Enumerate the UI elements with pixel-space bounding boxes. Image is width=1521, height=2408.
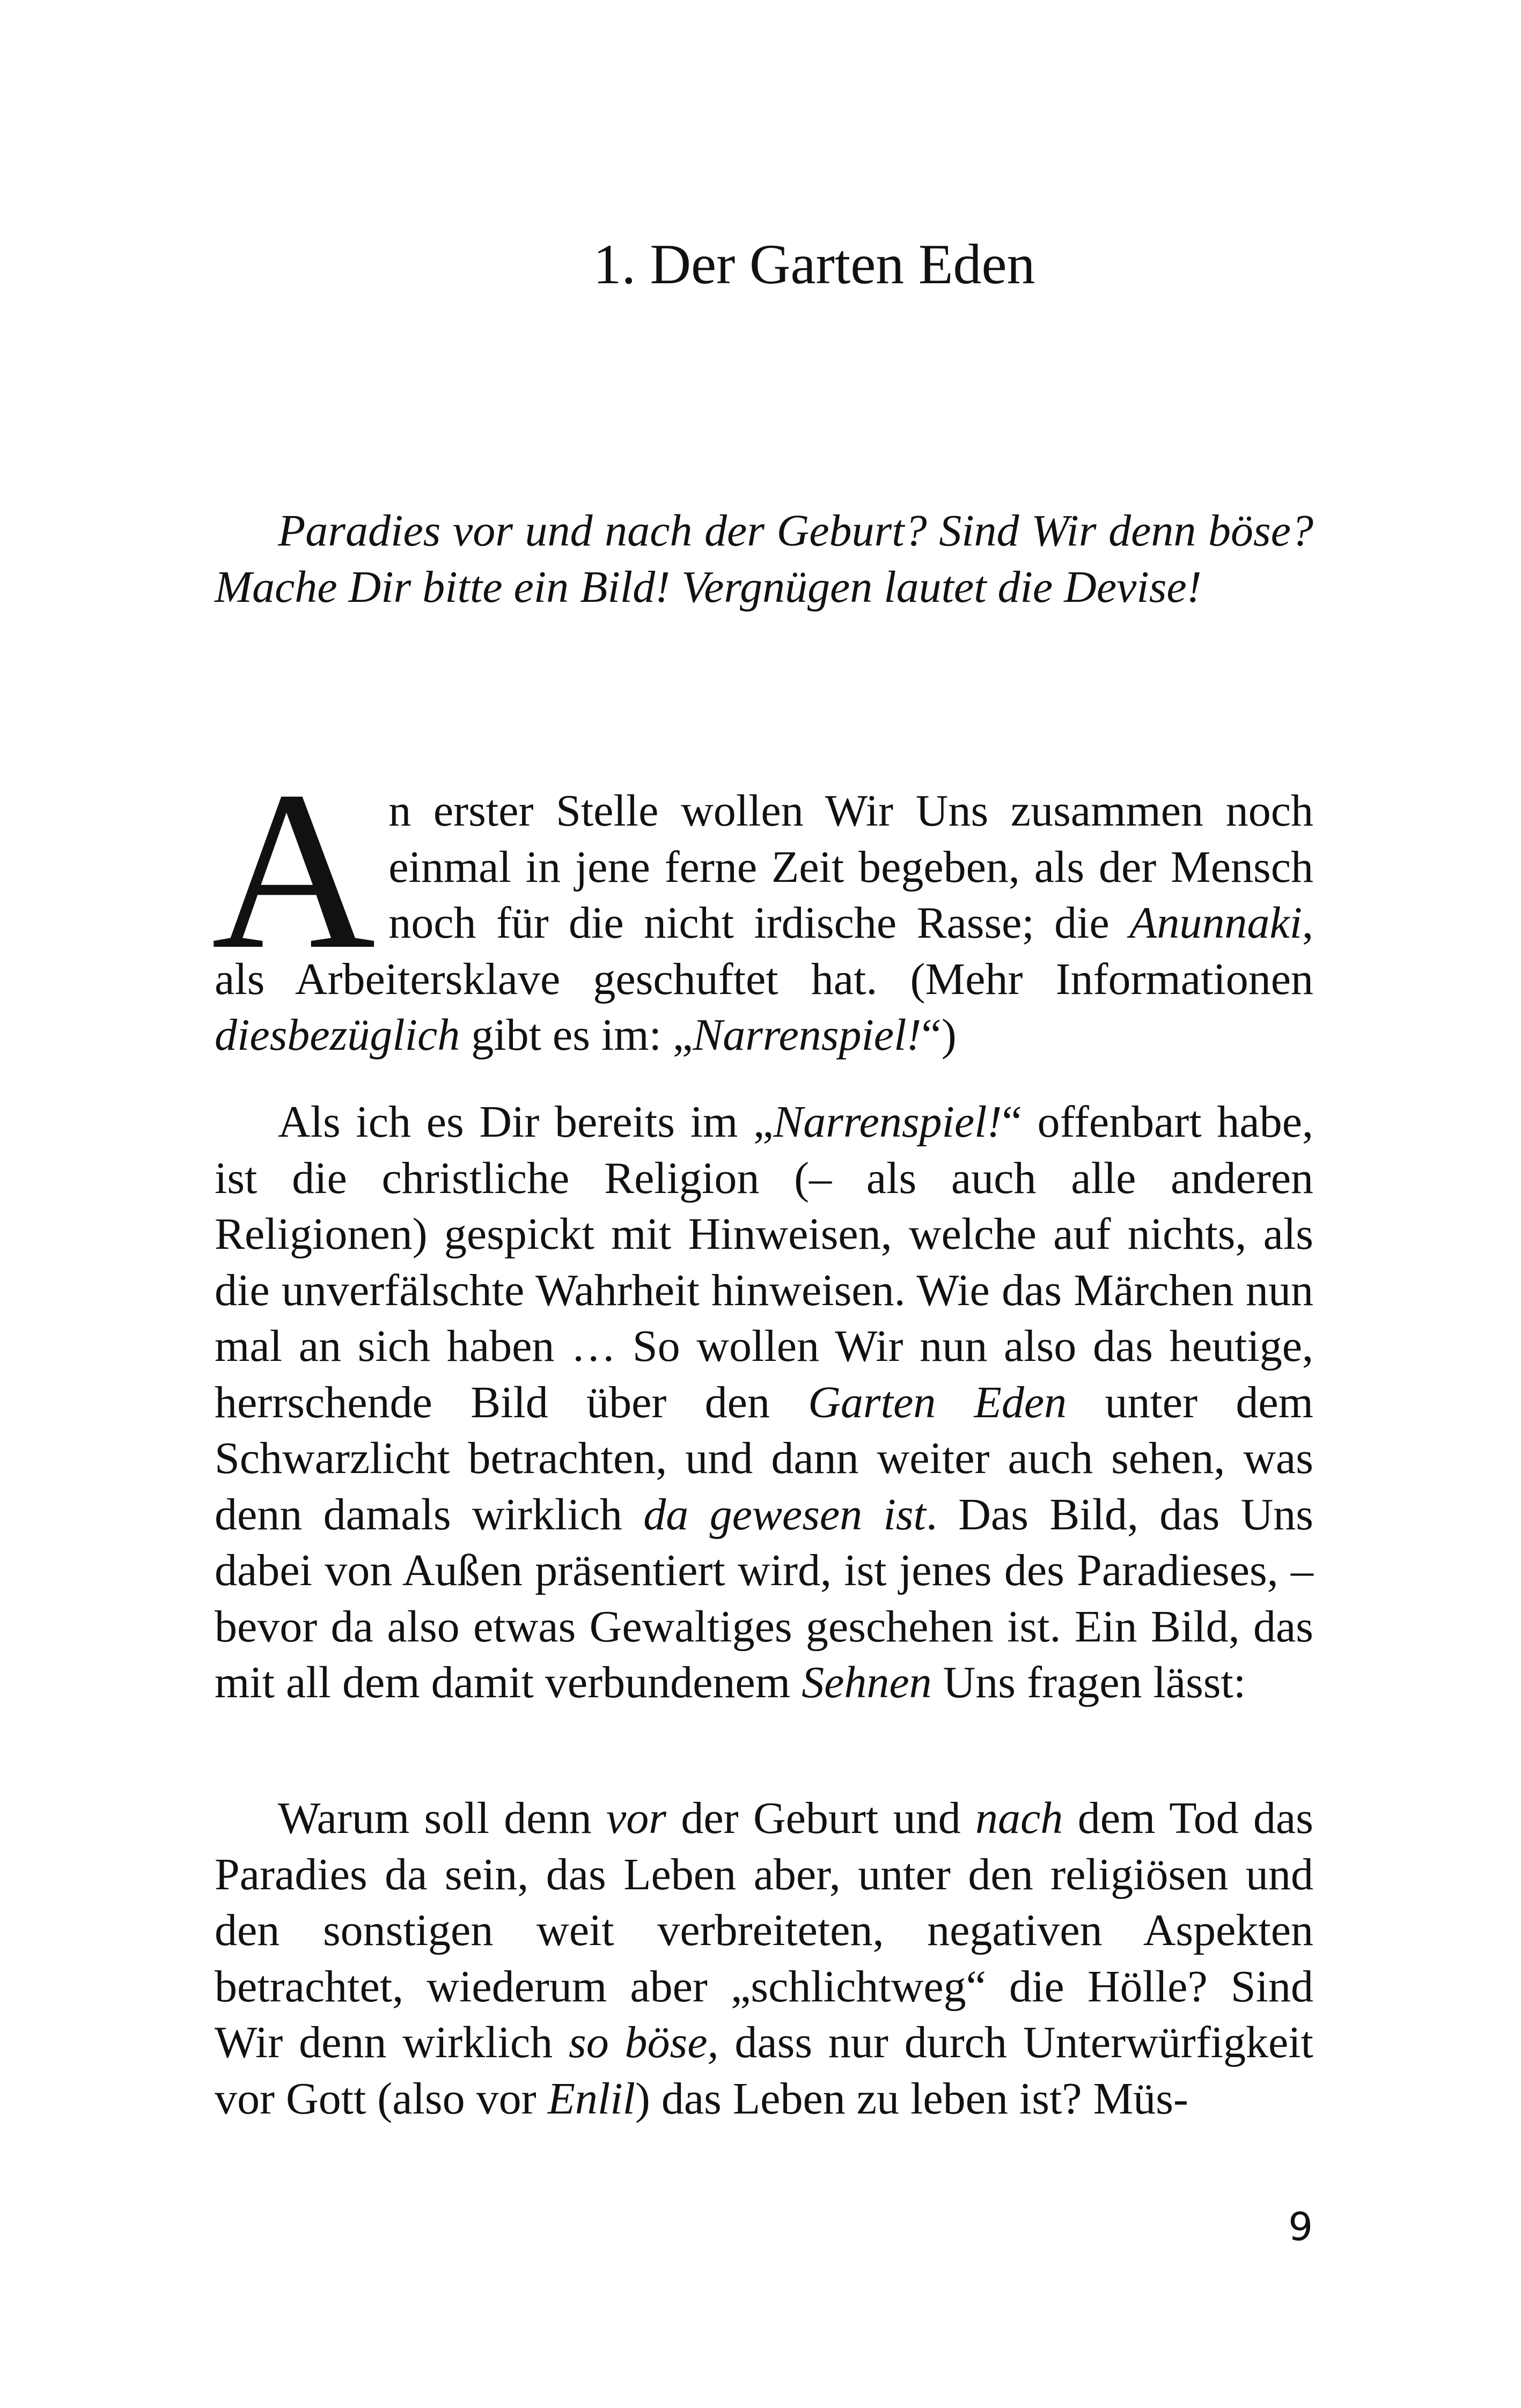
paragraph-3-text: Warum soll denn vor der Geburt und nach dem Tod das Paradies da sein, das Leben aber, unter den religiösen und den sonstigen weit verbreiteten, negativen Aspekten betrachtet, wiederum aber „schlichtweg“ die Hölle? Sind Wir denn wirklich so böse, dass nur durch Unterwürfigkeit vor Gott (also vor Enlil) das Leben zu leben ist? Müs-: [215, 1793, 1313, 2124]
emphasis: Enlil: [547, 2073, 635, 2124]
emphasis: Garten Eden: [808, 1377, 1067, 1427]
emphasis: diesbezüglich: [215, 1010, 460, 1060]
chapter-intro: [215, 503, 1313, 615]
paragraph-2: [215, 1094, 1313, 1711]
drop-cap: A: [211, 744, 376, 996]
emphasis: vor: [606, 1793, 666, 1843]
emphasis: Anunnaki: [1129, 898, 1302, 948]
intro-paragraph: Paradies vor und nach der Geburt? Sind Wir denn böse? Mache Dir bitte ein Bild! Vergnügen lautet die Devise!: [215, 506, 1313, 612]
emphasis: Sehnen: [802, 1658, 932, 1707]
chapter-title: 1. Der Garten Eden: [593, 233, 1035, 296]
emphasis: Narrenspiel!: [693, 1010, 922, 1060]
paragraph-3: [215, 1791, 1313, 2127]
emphasis: da gewesen ist: [643, 1489, 926, 1540]
paragraph-1: [211, 744, 1313, 1064]
paragraph-2-text: Als ich es Dir bereits im „Narrenspiel!“ offenbart habe, ist die christliche Religion (– als auch alle anderen Religionen) gespickt mit Hinweisen, welche auf nichts, als die unverfälschte Wahrheit hinweisen. Wie das Märchen nun mal an sich haben … So wollen Wir nun also das heutige, herrschende Bild über den Garten Eden unter dem Schwarzlicht betrachten, und dann weiter auch sehen, was denn damals wirklich da gewesen ist. Das Bild, das Uns dabei von Außen präsentiert wird, ist jenes des Paradieses, – bevor da also etwas Gewaltiges geschehen ist. Ein Bild, das mit all dem damit verbundenem Sehnen Uns fragen lässt:: [215, 1097, 1314, 1707]
emphasis: so böse,: [569, 2017, 719, 2067]
paragraph-1-text: n erster Stelle wollen Wir Uns zusammen noch einmal in jene ferne Zeit begeben, als der Mensch noch für die nicht irdische Rasse; die Anunnaki, als Arbeitersklave geschuftet hat. (Mehr Informationen diesbezüglich gibt es im: „Narrenspiel!“): [215, 786, 1313, 1060]
emphasis: nach: [975, 1793, 1063, 1843]
page-number: 9: [1288, 2204, 1313, 2249]
emphasis: Narrenspiel!: [773, 1097, 1002, 1147]
